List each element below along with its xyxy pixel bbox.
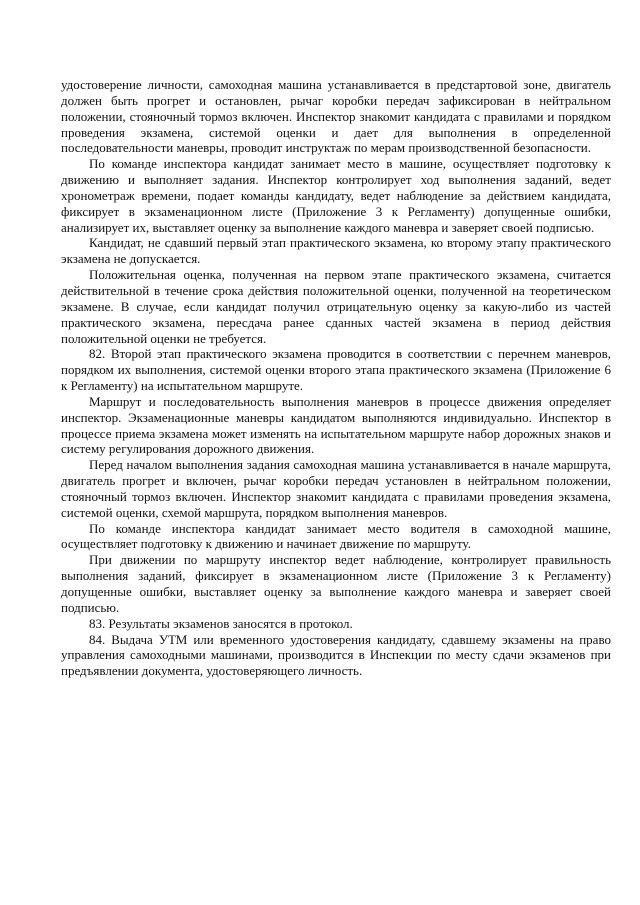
paragraph-6: Маршрут и последовательность выполнения маневров в процессе движения определяет инспектор. Экзаменационные маневры кандидатом выполняются индивидуально. Инспектор в процессе приема экзамена может изменять на испытательном маршруте набор дорожных знаков и систему регулирования дорожного движения. [61,393,611,457]
paragraph-2: По команде инспектора кандидат занимает место в машине, осуществляет подготовку к движению и выполняет задания. Инспектор контролирует ход выполнения заданий, ведет хронометраж времени, подает команды кандидату, ведет наблюдение за действием кандидата, фиксирует в экзаменационном листе (Приложение 3 к Регламенту) допущенные ошибки, анализирует их, выставляет оценку за выполнение каждого маневра и заверяет своей подписью. [61,156,611,235]
paragraph-5: 82. Второй этап практического экзамена проводится в соответствии с перечнем маневров, порядком их выполнения, системой оценки второго этапа практического экзамена (Приложение 6 к Регламенту) на испытательном маршруте. [61,346,611,394]
paragraph-11: 84. Выдача УТМ или временного удостоверения кандидату, сдавшему экзамены на право управления самоходными машинами, производится в Инспекции по месту сдачи экзаменов при предъявлении документа, удостоверяющего личность. [61,631,611,679]
paragraph-10: 83. Результаты экзаменов заносятся в протокол. [89,615,353,631]
paragraph-9: При движении по маршруту инспектор ведет наблюдение, контролирует правильность выполнения заданий, фиксирует в экзаменационном листе (Приложение 3 к Регламенту) допущенные ошибки, выставляет оценку за выполнение каждого маневра и заверяет своей подписью. [61,552,611,615]
paragraph-7: Перед началом выполнения задания самоходная машина устанавливается в начале маршрута, двигатель прогрет и включен, рычаг коробки передач установлен в нейтральном положении, стояночный тормоз включен. Инспектор знакомит кандидата с правилами проведения экзамена, системой оценки, схемой маршрута, порядком выполнения маневров. [61,457,611,520]
paragraph-8: По команде инспектора кандидат занимает место водителя в самоходной машине, осуществляет подготовку к движению и начинает движение по маршруту. [61,520,611,552]
paragraph-1: удостоверение личности, самоходная машина устанавливается в предстартовой зоне, двигатель должен быть прогрет и остановлен, рычаг коробки передач зафиксирован в нейтральном положении, стояночный тормоз включен. Инспектор знакомит кандидата с правилами и порядком проведения экзамена, системой оценки и дает для выполнения в определенной последовательности маневры, проводит инструктаж по мерам производственной безопасности. [61,77,611,156]
document-page [61,77,611,679]
paragraph-4: Положительная оценка, полученная на первом этапе практического экзамена, считается действительной в течение срока действия положительной оценки, полученной на теоретическом экзамене. В случае, если кандидат получил отрицательную оценку за какую-либо из частей практического экзамена, пересдача ранее сданных частей экзамена в период действия положительной оценки не требуется. [61,267,611,346]
paragraph-3: Кандидат, не сдавший первый этап практического экзамена, ко второму этапу практического экзамена не допускается. [61,235,611,267]
